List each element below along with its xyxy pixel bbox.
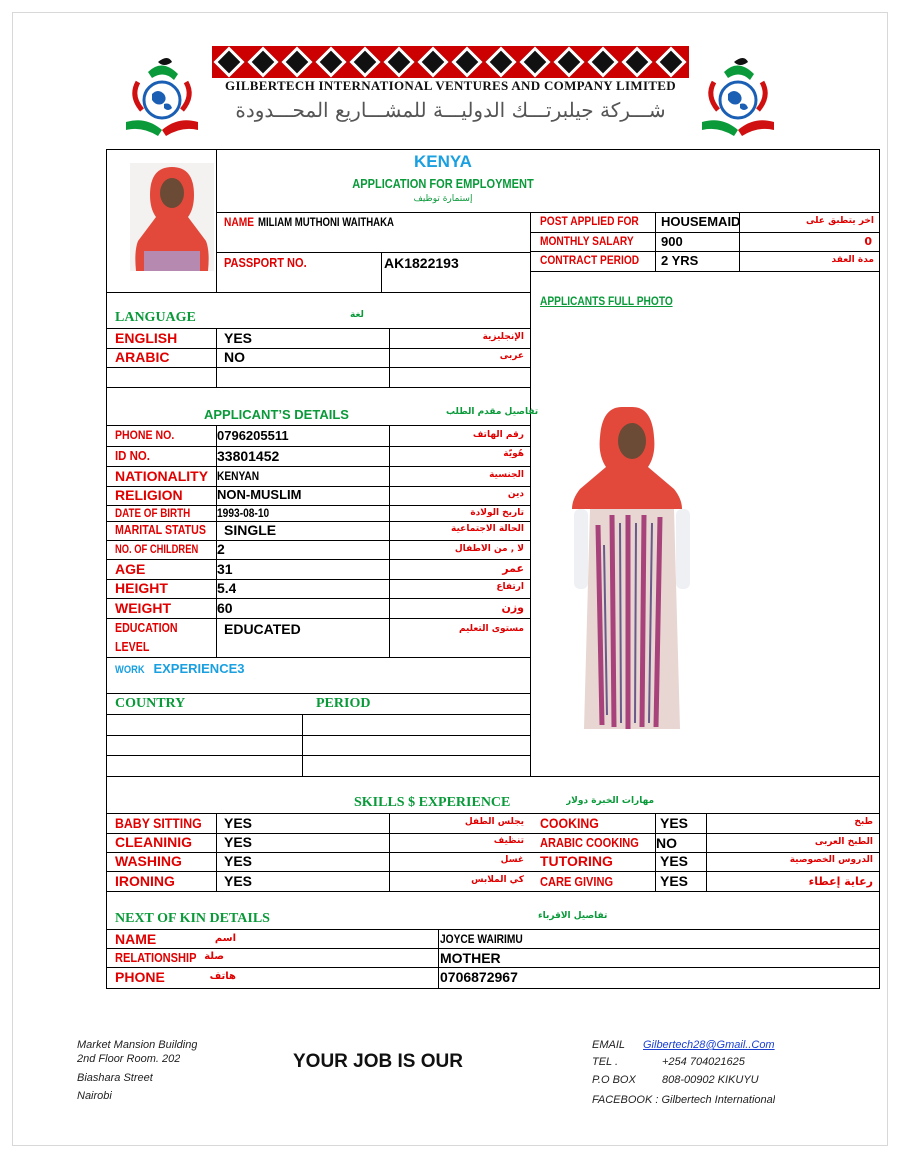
skill-babysitting-label: BABY SITTING	[115, 815, 202, 831]
skill-washing-arabic: غسل	[500, 855, 524, 865]
education-label: EDUCATION	[115, 620, 178, 635]
skill-babysitting-arabic: يجلس الطفل	[464, 817, 524, 827]
skill-tutoring-arabic: الدروس الخصوصية	[789, 855, 873, 865]
dob-arabic: تاريخ الولادة	[470, 508, 524, 518]
kin-relationship-arabic: صلة	[204, 951, 224, 962]
kin-title-arabic: تفاصيل الأقرباء	[538, 911, 608, 921]
skill-cleaning-value: YES	[224, 834, 253, 850]
work-title-a: WORK	[115, 664, 145, 676]
skill-caregiving-label: CARE GIVING	[540, 874, 614, 889]
skill-arabic-cooking-label: ARABIC COOKING	[540, 835, 639, 850]
passport-label: PASSPORT NO.	[224, 255, 307, 270]
applicant-headshot	[130, 163, 214, 271]
id-label: ID NO.	[115, 448, 150, 463]
skill-ironing-label: IRONING	[115, 873, 175, 889]
full-photo-label: APPLICANTS FULL PHOTO	[540, 294, 673, 308]
footer-address-line4: Nairobi	[77, 1090, 112, 1102]
skill-babysitting-value: YES	[224, 815, 253, 831]
contract-arabic: مدة العقد	[831, 255, 874, 265]
children-arabic: لا , من الأطفال	[454, 544, 524, 554]
weight-label: WEIGHT	[115, 600, 171, 616]
kin-name-label: NAME	[115, 931, 157, 947]
children-value: 2	[217, 541, 225, 557]
height-value: 5.4	[217, 580, 237, 596]
footer-facebook: FACEBOOK : Gilbertech International	[592, 1094, 776, 1106]
footer-tel-label: TEL .	[592, 1056, 619, 1068]
religion-value: NON-MUSLIM	[217, 487, 302, 502]
children-label: NO. OF CHILDREN	[115, 542, 199, 556]
skill-cooking-arabic: طبخ	[854, 817, 873, 827]
work-title-b: EXPERIENCE3	[153, 661, 245, 676]
kin-phone-label: PHONE	[115, 969, 165, 985]
work-country-header: COUNTRY	[115, 696, 186, 711]
height-arabic: ارتفاع	[496, 582, 524, 592]
education-value: EDUCATED	[224, 621, 301, 637]
post-label: POST APPLIED FOR	[540, 214, 639, 228]
kin-relationship-value: MOTHER	[440, 950, 501, 966]
skill-washing-label: WASHING	[115, 853, 182, 869]
skills-title: SKILLS $ EXPERIENCE	[354, 795, 511, 810]
details-title: APPLICANT’S DETAILS	[204, 407, 349, 422]
kin-name-value: JOYCE WAIRIMU	[440, 932, 523, 946]
work-period-header: PERIOD	[316, 696, 371, 711]
contract-label: CONTRACT PERIOD	[540, 253, 640, 267]
details-title-arabic: تفاصيل مقدم الطلب	[446, 407, 539, 417]
kin-phone-value: 0706872967	[440, 969, 518, 985]
skill-cooking-label: COOKING	[540, 815, 599, 831]
marital-arabic: الحالة الاجتماعية	[451, 524, 524, 534]
company-logo-left	[118, 52, 206, 140]
religion-label: RELIGION	[115, 487, 183, 503]
footer-tel-value: +254 704021625	[662, 1056, 745, 1068]
language-english-value: YES	[224, 330, 253, 346]
salary-arabic: 0	[864, 235, 872, 248]
company-logo-right	[694, 52, 782, 140]
education-arabic: مستوى التعليم	[458, 624, 524, 634]
skill-arabic-cooking-arabic: الطبخ العربى	[814, 837, 873, 847]
dob-value: 1993-08-10	[217, 506, 270, 520]
form-title-arabic: إستمارة توظيف	[413, 194, 473, 204]
kin-title: NEXT OF KIN DETAILS	[115, 911, 270, 926]
skill-tutoring-label: TUTORING	[540, 853, 613, 869]
age-value: 31	[217, 561, 233, 577]
skill-tutoring-value: YES	[660, 853, 689, 869]
age-arabic: عمر	[502, 562, 524, 575]
nationality-label: NATIONALITY	[115, 468, 209, 484]
footer-email-label: EMAIL	[592, 1039, 626, 1051]
footer-address-line1: Market Mansion Building	[77, 1039, 198, 1051]
nationality-value: KENYAN	[217, 469, 260, 483]
id-value: 33801452	[217, 448, 280, 464]
salary-label: MONTHLY SALARY	[540, 234, 634, 248]
footer-address-line3: Biashara Street	[77, 1072, 153, 1084]
footer-pobox-label: P.O BOX	[592, 1074, 636, 1086]
work-title	[115, 661, 245, 676]
footer-slogan: YOUR JOB IS OUR	[293, 1051, 463, 1072]
company-name-english: GILBERTECH INTERNATIONAL VENTURES AND COMPANY LIMITED	[225, 78, 676, 93]
country-title: KENYA	[414, 152, 472, 171]
language-arabic-value: NO	[224, 349, 245, 365]
footer-address-line2: 2nd Floor Room. 202	[77, 1053, 181, 1065]
education-label-2: LEVEL	[115, 639, 150, 654]
phone-value: 0796205511	[217, 428, 289, 443]
height-label: HEIGHT	[115, 580, 168, 596]
dob-label: DATE OF BIRTH	[115, 506, 191, 520]
marital-label: MARITAL STATUS	[115, 522, 207, 537]
skill-caregiving-value: YES	[660, 873, 689, 889]
name-value: MILIAM MUTHONI WAITHAKA	[258, 215, 394, 229]
skills-title-arabic: مهارات الخبرة دولار	[566, 796, 655, 806]
weight-value: 60	[217, 600, 233, 616]
skill-arabic-cooking-value: NO	[656, 835, 677, 851]
skill-cleaning-arabic: تنظيف	[493, 836, 524, 846]
company-name-arabic: شـــركة جيلبرتـــك الدوليـــة للمشـــاريع المحـــدودة	[235, 98, 666, 122]
language-arabic-label: ARABIC	[115, 349, 170, 365]
header-banner	[212, 46, 689, 78]
skill-caregiving-arabic: رعاية إعطاء	[808, 875, 873, 888]
language-english-arabic: الإنجليزية	[482, 332, 524, 342]
nationality-arabic: الجنسية	[489, 470, 524, 480]
language-arabic-arabic: عربى	[499, 351, 524, 361]
applicant-full-photo	[572, 405, 692, 735]
contract-value: 2 YRS	[661, 253, 699, 268]
name-label: NAME	[224, 215, 255, 229]
salary-value: 900	[661, 234, 683, 249]
language-title: LANGUAGE	[115, 310, 196, 325]
religion-arabic: دين	[507, 489, 524, 499]
skill-washing-value: YES	[224, 853, 253, 869]
skill-ironing-arabic: كي الملابس	[471, 875, 524, 885]
skill-ironing-value: YES	[224, 873, 253, 889]
kin-relationship-label: RELATIONSHIP	[115, 950, 197, 965]
language-english-label: ENGLISH	[115, 330, 178, 346]
footer-pobox-value: 808-00902 KIKUYU	[662, 1074, 759, 1086]
kin-name-arabic: اسم	[214, 933, 236, 944]
post-arabic: أخر يتطبق على	[806, 216, 874, 226]
phone-arabic: رقم الهاتف	[472, 430, 524, 440]
language-title-arabic: لغة	[350, 310, 364, 320]
age-label: AGE	[115, 561, 146, 577]
kin-phone-arabic: هاتف	[209, 971, 236, 982]
footer-email-link[interactable]: Gilbertech28@Gmail..Com	[643, 1039, 775, 1051]
skill-cooking-value: YES	[660, 815, 689, 831]
id-arabic: هُويّة	[503, 449, 524, 459]
post-value: HOUSEMAID	[661, 214, 741, 229]
form-title: APPLICATION FOR EMPLOYMENT	[352, 176, 534, 191]
marital-value: SINGLE	[224, 522, 277, 538]
skill-cleaning-label: CLEANINIG	[115, 834, 192, 850]
phone-label: PHONE NO.	[115, 428, 175, 442]
passport-value: AK1822193	[384, 255, 459, 271]
weight-arabic: وزن	[501, 601, 524, 614]
